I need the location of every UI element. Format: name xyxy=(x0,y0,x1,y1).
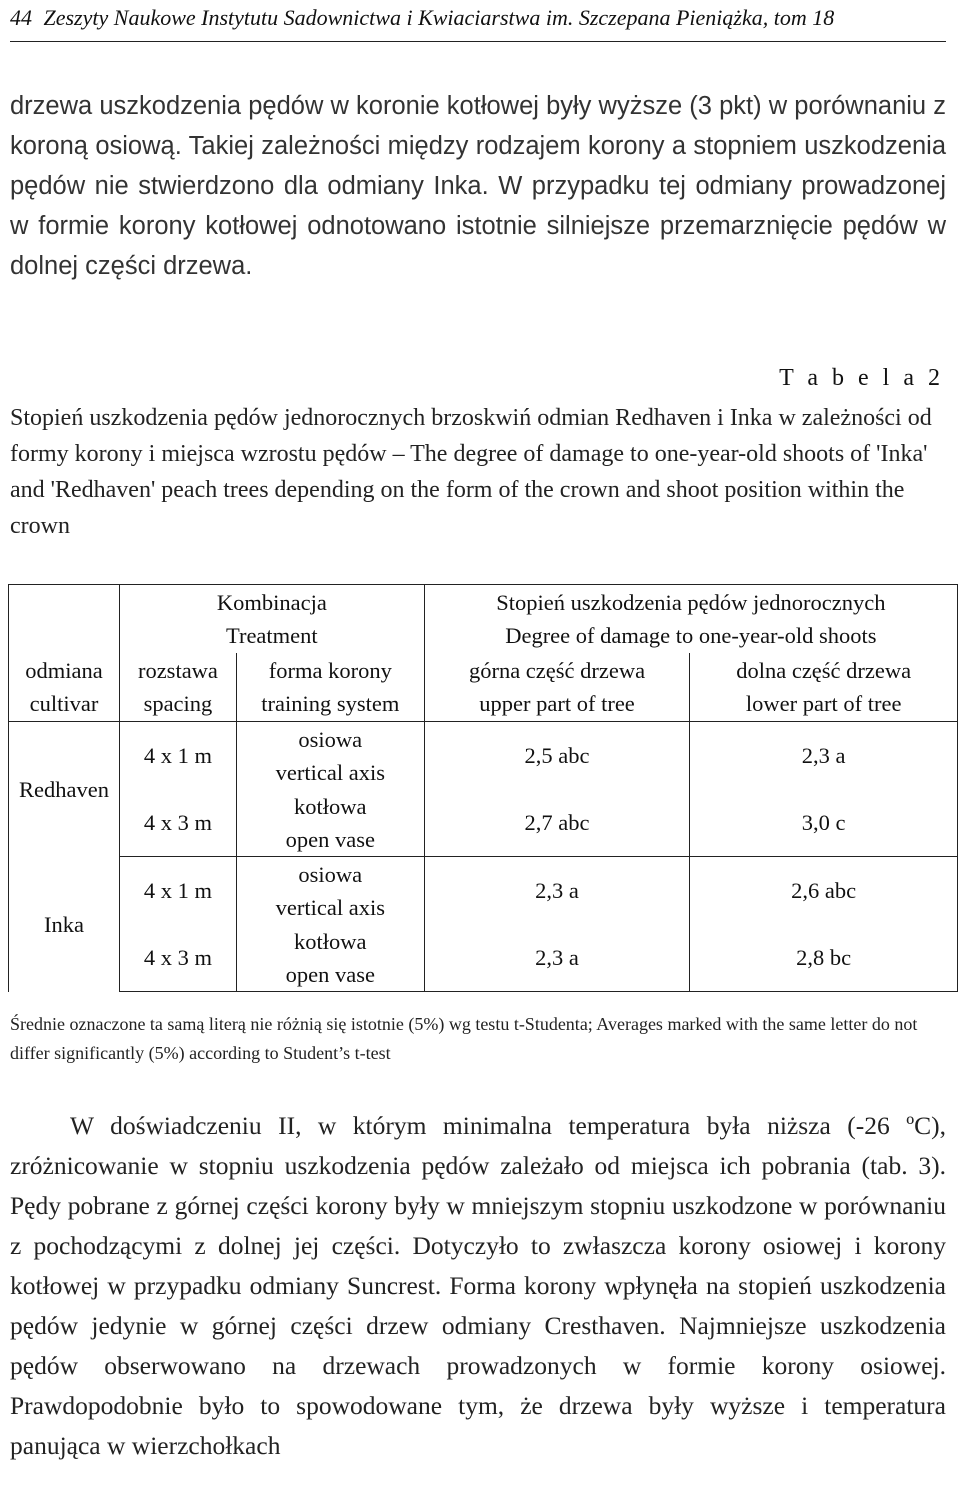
cell-spacing: 4 x 1 m xyxy=(119,722,236,790)
cell-upper-damage: 2,3 a xyxy=(424,924,690,992)
header-cultivar: odmiana cultivar xyxy=(9,653,120,722)
journal-title: Zeszyty Naukowe Instytutu Sadownictwa i Kwiaciarstwa im. Szczepana Pieniążka, tom 18 xyxy=(43,5,835,30)
header-upper-part: górna część drzewa upper part of tree xyxy=(424,653,690,722)
cell-lower-damage: 3,0 c xyxy=(690,789,958,857)
cell-training-system: kotłowa open vase xyxy=(236,924,424,992)
table-row xyxy=(9,857,958,925)
damage-table xyxy=(8,584,958,992)
cell-training-system: osiowa vertical axis xyxy=(236,857,424,925)
body-paragraph-top: drzewa uszkodzenia pędów w koronie kotłowej były wyższe (3 pkt) w porównaniu z koroną osiową. Takiej zależności między rodzajem korony a stopniem uszkodzenia pędów nie stwierdzono dla odmiany Inka. W przypadku tej odmiany prowadzonej w formie korony kotłowej odnotowano istotnie silniejsze przemarznięcie pędów w dolnej części drzewa. xyxy=(10,92,946,280)
cell-cultivar: Inka xyxy=(9,857,120,992)
header-cultivar-spacer xyxy=(9,585,120,654)
table-footnote: Średnie oznaczone ta samą literą nie różnią się istotnie (5%) wg testu t-Studenta; Averages marked with the same letter do not differ significantly (5%) according to Student’s t-test xyxy=(10,1014,918,1063)
cell-spacing: 4 x 1 m xyxy=(119,857,236,925)
body-paragraph-bottom-text: W doświadczeniu II, w którym minimalna temperatura była niższa (-26 ºC), zróżnicowanie w stopniu uszkodzenia pędów zależało od miejsca ich pobrania (tab. 3). Pędy pobrane z górnej części korony były w mniejszym stopniu uszkodzone w porównaniu z pochodzącymi z dolnej jej części. Dotyczyło to zwłaszcza korony osiowej i korony kotłowej w przypadku odmiany Suncrest. Forma korony wpłynęła na stopień uszkodzenia pędów jedynie w górnej części drzew odmiany Cresthaven. Najmniejsze uszkodzenia pędów obserwowano na drzewach prowadzonych w formie korony osiowej. Prawdopodobnie było to spowodowane tym, że drzewa były wyższe i temperatura panująca w wierzchołkach xyxy=(10,1111,946,1460)
table-row xyxy=(9,924,958,992)
cell-upper-damage: 2,3 a xyxy=(424,857,690,925)
cell-training-system: osiowa vertical axis xyxy=(236,722,424,790)
running-header xyxy=(10,4,946,42)
cell-lower-damage: 2,3 a xyxy=(690,722,958,790)
table-caption: Stopień uszkodzenia pędów jednorocznych brzoskwiń odmian Redhaven i Inka w zależności od formy korony i miejsca wzrostu pędów – The degree of damage to one-year-old shoots of 'Inka' and 'Redhaven' peach trees depending on the form of the crown and shoot position within the crown xyxy=(10,405,932,539)
table-row xyxy=(9,722,958,790)
header-treatment: Kombinacja Treatment xyxy=(119,585,424,654)
body-paragraph-bottom xyxy=(10,1106,946,1466)
cell-lower-damage: 2,8 bc xyxy=(690,924,958,992)
cell-upper-damage: 2,5 abc xyxy=(424,722,690,790)
header-training-system: forma korony training system xyxy=(236,653,424,722)
table-row xyxy=(9,789,958,857)
cell-lower-damage: 2,6 abc xyxy=(690,857,958,925)
header-lower-part: dolna część drzewa lower part of tree xyxy=(690,653,958,722)
page-number: 44 xyxy=(10,5,32,30)
header-spacing: rozstawa spacing xyxy=(119,653,236,722)
cell-upper-damage: 2,7 abc xyxy=(424,789,690,857)
cell-spacing: 4 x 3 m xyxy=(119,924,236,992)
header-damage: Stopień uszkodzenia pędów jednorocznych Degree of damage to one-year-old shoots xyxy=(424,585,957,654)
table-number: T a b e l a 2 xyxy=(779,365,944,391)
cell-cultivar: Redhaven xyxy=(9,722,120,857)
cell-training-system: kotłowa open vase xyxy=(236,789,424,857)
cell-spacing: 4 x 3 m xyxy=(119,789,236,857)
